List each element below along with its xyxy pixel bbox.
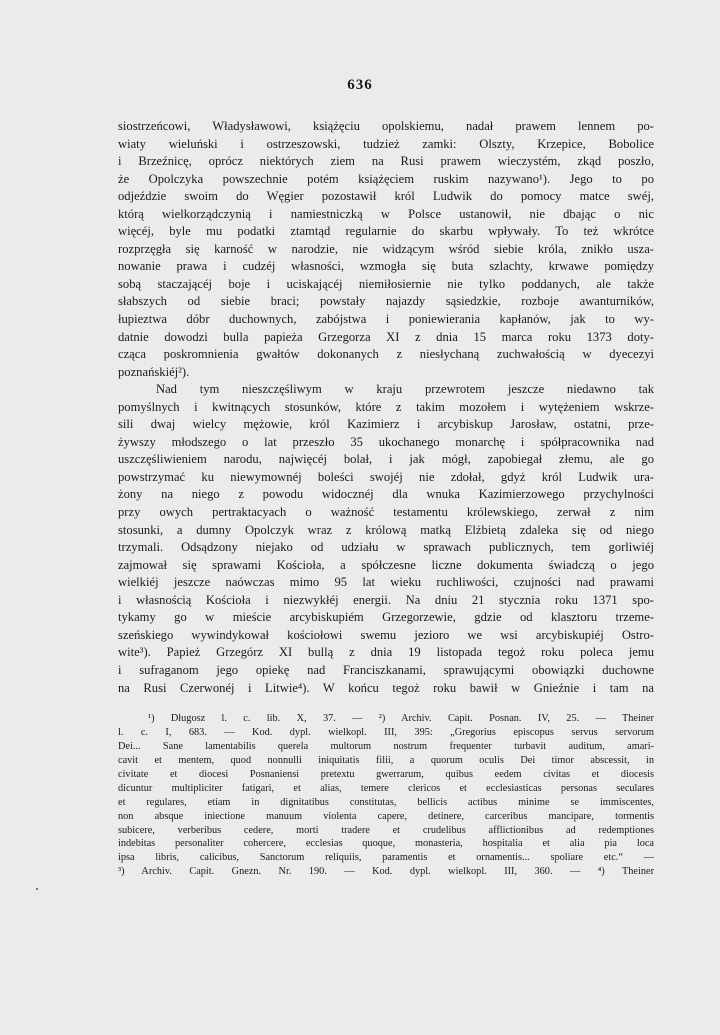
text-line: siostrzeńcowi, Władysławowi, książęciu opolskiemu, nadał prawem lennem po- xyxy=(118,119,654,133)
footnote-line: cavit et mentem, quod nonnulli iniquitatis filii, a quorum oculis Dei timor abscessit, in xyxy=(118,754,654,766)
page-number: 636 xyxy=(347,77,373,93)
text-line: na Rusi Czerwonéj i Litwie⁴). W końcu tegoż roku bawił w Gnieźnie i tam na xyxy=(118,680,654,695)
text-line: poznańskiéj²). xyxy=(118,364,190,379)
footnote-line: civitate et diocesi Posnaniensi pretextu gwerrarum, quibus eedem civitas et diocesis xyxy=(118,768,654,780)
footnote-line: non absque iniectione manuum violenta capere, detinere, carceribus mancipare, tormentis xyxy=(118,810,654,822)
text-line: którą wielkorządczynią i namiestniczką w Polsce ustanowił, nie dbając o nic xyxy=(118,206,654,221)
text-line: słabszych od siebie braci; powstały najazdy sąsiedzkie, rozboje awanturników, xyxy=(118,294,654,309)
text-line: rozprzęgła się karność w narodzie, nie widzącym wśród siebie króla, znikło uszа- xyxy=(118,241,654,256)
text-line: wiaty wieluński i ostrzeszowski, tudzież zamki: Olszty, Krzepice, Bobolice xyxy=(118,136,654,151)
text-line: i Brzeźnicę, oprócz niektórych ziem na Rusi prawem wieczystém, zkąd poszło, xyxy=(118,154,654,169)
footnote-line: subicere, verberibus cedere, morti tradere et crudelibus afflictionibus ad redemptiones xyxy=(118,824,654,836)
text-line: uszczęśliwieniem narodu, najwięcéj bolał, i jak mógł, zapobiegał złemu, ale go xyxy=(118,452,654,467)
text-line: zajmował się sprawami Kościoła, a spółczesne liczne dokumenta świadczą o jego xyxy=(118,557,654,572)
text-line: wite³). Papież Grzegórz XI bullą z dnia 19 listopada tegoż roku poleca jemu xyxy=(118,645,654,660)
text-line: tykamy go w mieście arcybiskupiém Grzegorzewie, gdzie od klasztoru trzeme- xyxy=(118,610,654,625)
text-line: przy owych pertraktacyach o ważność testamentu królewskiego, zerwał z nim xyxy=(118,505,654,520)
footnote-line: et regulares, etiam in dignitatibus constitutas, bellicis actibus minime se immiscentes, xyxy=(118,796,654,808)
text-line: pomyślnych i kwitnących stosunków, które z takim mozołem i wytężeniem wskrze- xyxy=(118,399,654,414)
text-line: więcéj, byle mu podatki ztamtąd regularnie do skarbu wpływały. To też wkrótce xyxy=(118,224,654,239)
text-line: i sufraganom jego opiekę nad Franciszkanami, sprawującymi obowiązki duchowne xyxy=(118,662,654,677)
text-line: i własnością Kościoła i niezwykłéj energii. Na dniu 21 stycznia roku 1371 spo- xyxy=(118,592,654,607)
text-line: nowanie prawa i cudzéj własności, wzmogła się buta szlachty, krwawe pomiędzy xyxy=(118,259,654,274)
footnote-line: Dei... Sane lamentabilis querela multorum nostrum frequenter turbavit auditum, amari- xyxy=(118,740,654,752)
text-line: łupieztwa dóbr duchownych, zabójstwa i poniewierania kapłanów, jak to wy- xyxy=(118,312,654,327)
paragraph-start-line: Nad tym nieszczęśliwym w kraju przewrotem jeszcze niedawno tak xyxy=(156,382,654,397)
text-line: że Opolczyka powszechnie potém książęciem ruskim nazywano¹). Jego to po xyxy=(118,171,654,186)
text-line: datnie dowodzi bulla papieża Grzegorza XI z dnia 15 marca roku 1373 doty- xyxy=(118,329,654,344)
text-line: sobą staczającéj boje i uciskającéj niemiłosiernie nie tylko poddanych, ale także xyxy=(118,276,654,291)
text-line: żywszy młodszego o lat przeszło 35 ukochanego monarchę i spółpracownika nad xyxy=(118,434,654,449)
footnotes xyxy=(118,712,654,879)
footnote-line: indebitas personaliter cohercere, ecclesias quoque, monasteria, hospitalia et alia pia loca xyxy=(118,838,654,850)
footnote-line: dicuntur multipliciter fatigari, et alias, temere clericos et ecclesiasticas personas seculares xyxy=(118,782,654,794)
text-line: stosunki, a dumny Opolczyk wraz z królową matką Elżbietą zdaleka się od niego xyxy=(118,522,654,537)
text-line: powstrzymać ku niewymownéj boleści swojéj nie zdołał, gdyż król Ludwik ura- xyxy=(118,469,654,484)
text-line: szeńskiego wywindykował kościołowi swemu jezioro we wsi arcybiskupiéj Ostro- xyxy=(118,627,654,642)
body-text xyxy=(118,118,654,697)
scan-speck xyxy=(36,888,38,890)
text-line: odjeździe swoim do Węgier pozostawił król Ludwik do pomocy matce swéj, xyxy=(118,189,654,204)
footnote-line: ipsa libris, calicibus, Sanctorum reliquiis, paramentis et ornamentis... spoliare etc.“ — xyxy=(118,852,654,864)
text-line: żony na niego z powodu widocznéj dla wnuka Kazimierzowego przychylności xyxy=(118,487,654,502)
footnote-line: ¹) Długosz l. c. lib. X, 37. — ²) Archiv. Capit. Posnan. IV, 25. — Theiner xyxy=(148,713,654,724)
text-line: cząca poskromnienia gwałtów dokonanych z niesłychaną zuchwałością w dyecezyi xyxy=(118,347,654,362)
footnote-line: ³) Archiv. Capit. Gnezn. Nr. 190. — Kod. dypl. wielkopl. III, 360. — ⁴) Theiner xyxy=(118,866,654,878)
text-line: sili dwaj wielcy mężowie, król Kazimierz i arcybiskup Jarosław, ostatni, prze- xyxy=(118,417,654,432)
footnote-line: l. c. I, 683. — Kod. dypl. wielkopl. III, 395: „Gregorius episcopus servus servorum xyxy=(118,726,654,738)
text-line: trzymali. Odsądzony niejako od udziału w sprawach publicznych, tem gorliwiéj xyxy=(118,540,654,555)
text-line: wielkiéj jeszcze naówczas mimo 95 lat wieku ruchliwości, czujności nad prawami xyxy=(118,575,654,590)
